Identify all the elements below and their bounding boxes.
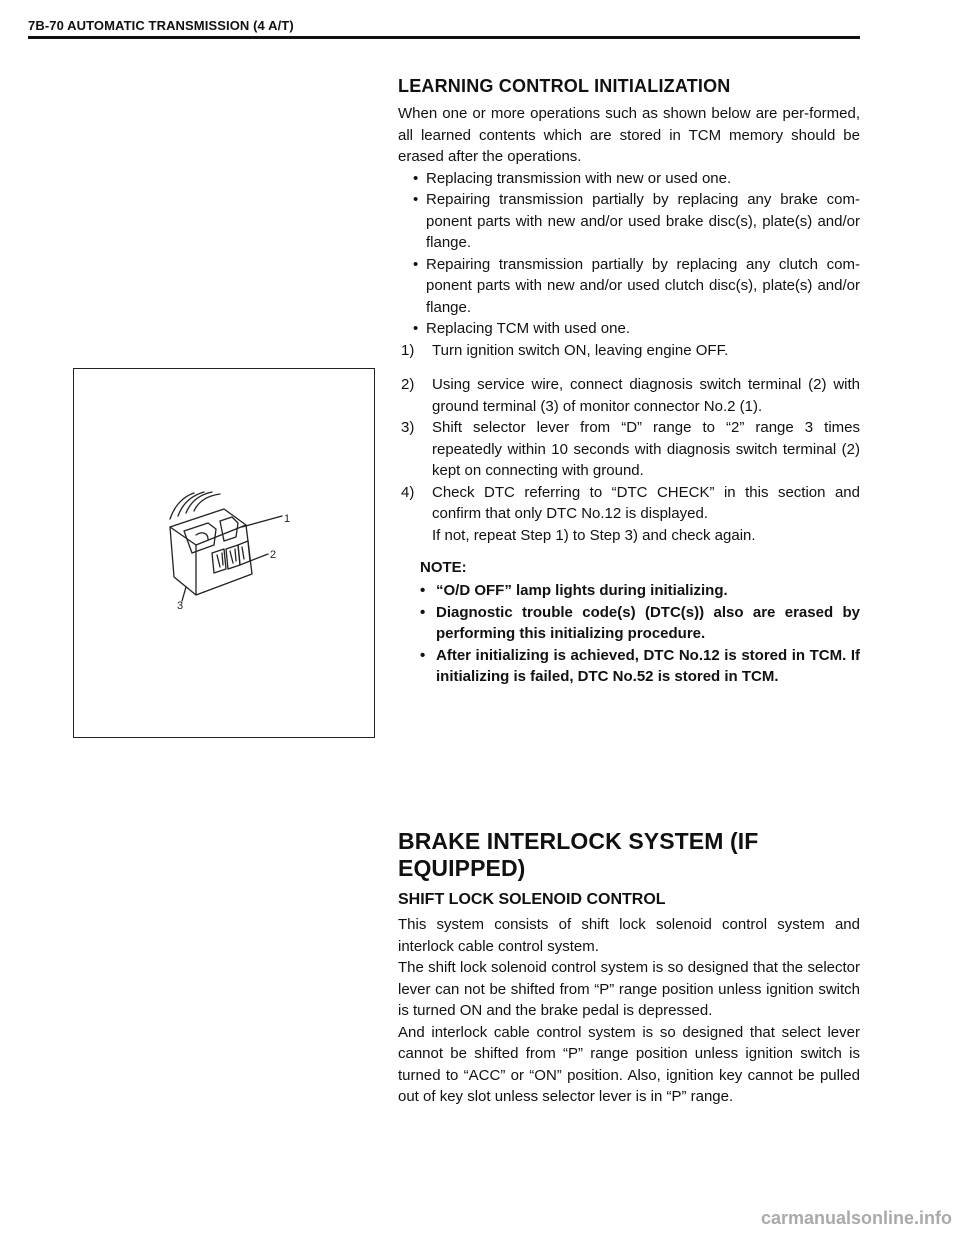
step-number: 3): [401, 419, 415, 436]
list-item-text: Repairing transmission partially by replacing any brake com-ponent parts with new and/or used brake disc(s), plate(s) and/or flange.: [426, 191, 860, 251]
connector-figure: [73, 368, 375, 738]
bullet-icon: •: [413, 255, 419, 273]
brake-para: The shift lock solenoid control system is so designed that the selector lever can not be shifted from “P” range position unless ignition switch is turned ON and the brake pedal is depressed.: [398, 959, 860, 1019]
bullet-icon: •: [413, 191, 419, 208]
list-item: [398, 374, 860, 417]
list-item: [398, 580, 860, 602]
brake-section: [398, 828, 860, 1108]
list-item: [398, 602, 860, 645]
list-item: [398, 318, 860, 340]
list-item-text: Replacing transmission with new or used one.: [426, 169, 732, 187]
list-item: [398, 417, 860, 482]
learning-section: [398, 76, 860, 361]
step-text: Check DTC referring to “DTC CHECK” in this section and confirm that only DTC No.12 is displayed.: [432, 483, 860, 522]
note-title: NOTE:: [420, 559, 467, 576]
learning-intro: When one or more operations such as shown below are per-formed, all learned contents which are stored in TCM memory should be erased after the operations.: [398, 105, 860, 165]
list-item-text: Repairing transmission partially by replacing any clutch com-ponent parts with new and/or used clutch disc(s), plate(s) and/or flange.: [426, 255, 860, 316]
list-item: [398, 254, 860, 319]
learning-step1: [398, 340, 860, 362]
note-text: “O/D OFF” lamp lights during initializing.: [436, 582, 728, 599]
watermark: carmanualsonline.info: [760, 1208, 952, 1228]
list-item: [398, 340, 860, 362]
step-text: Turn ignition switch ON, leaving engine OFF.: [432, 341, 729, 359]
step-number: 4): [401, 483, 415, 501]
step-text-extra: If not, repeat Step 1) to Step 3) and check again.: [432, 526, 756, 544]
learning-bullets: [398, 168, 860, 340]
step-text: Shift selector lever from “D” range to “2” range 3 times repeatedly within 10 seconds with diagnosis switch terminal (2) kept on connecting with ground.: [432, 419, 860, 479]
bullet-icon: •: [420, 646, 426, 664]
header-rule: [28, 36, 860, 39]
steps-section: [398, 374, 860, 688]
monitor-connector-illustration: [74, 369, 374, 737]
note-text: Diagnostic trouble code(s) (DTC(s)) also are erased by performing this initializing procedure.: [436, 603, 860, 642]
page-header: 7B-70 AUTOMATIC TRANSMISSION (4 A/T): [28, 18, 294, 33]
step-list: [398, 374, 860, 546]
note-list: [398, 580, 860, 688]
list-item: [398, 189, 860, 254]
figure-label-2: 2: [270, 549, 277, 561]
bullet-icon: •: [413, 169, 419, 187]
note-text: After initializing is achieved, DTC No.12 is stored in TCM. If initializing is failed, DTC No.52 is stored in TCM.: [436, 646, 860, 685]
brake-title: BRAKE INTERLOCK SYSTEM (IF EQUIPPED): [398, 828, 759, 881]
list-item: [398, 482, 860, 547]
figure-label-3: 3: [177, 600, 184, 612]
bullet-icon: •: [420, 603, 426, 621]
bullet-icon: •: [413, 320, 419, 337]
brake-subtitle: SHIFT LOCK SOLENOID CONTROL: [398, 891, 666, 908]
list-item: [398, 645, 860, 688]
brake-para: This system consists of shift lock solenoid control system and interlock cable control system.: [398, 916, 860, 955]
figure-label-1: 1: [284, 513, 291, 525]
bullet-icon: •: [420, 582, 426, 599]
list-item: [398, 168, 860, 190]
list-item-text: Replacing TCM with used one.: [426, 320, 630, 337]
brake-para: And interlock cable control system is so designed that select lever cannot be shifted from “P” range position unless ignition switch is turned to “ACC” or “ON” position. Also, ignition key cannot be pulled out of key slot unless selector lever is in “P” range.: [398, 1023, 860, 1105]
learning-title: LEARNING CONTROL INITIALIZATION: [398, 76, 731, 96]
step-number: 2): [401, 376, 415, 393]
step-text: Using service wire, connect diagnosis switch terminal (2) with ground terminal (3) of monitor connector No.2 (1).: [432, 376, 860, 415]
step-number: 1): [401, 341, 415, 359]
